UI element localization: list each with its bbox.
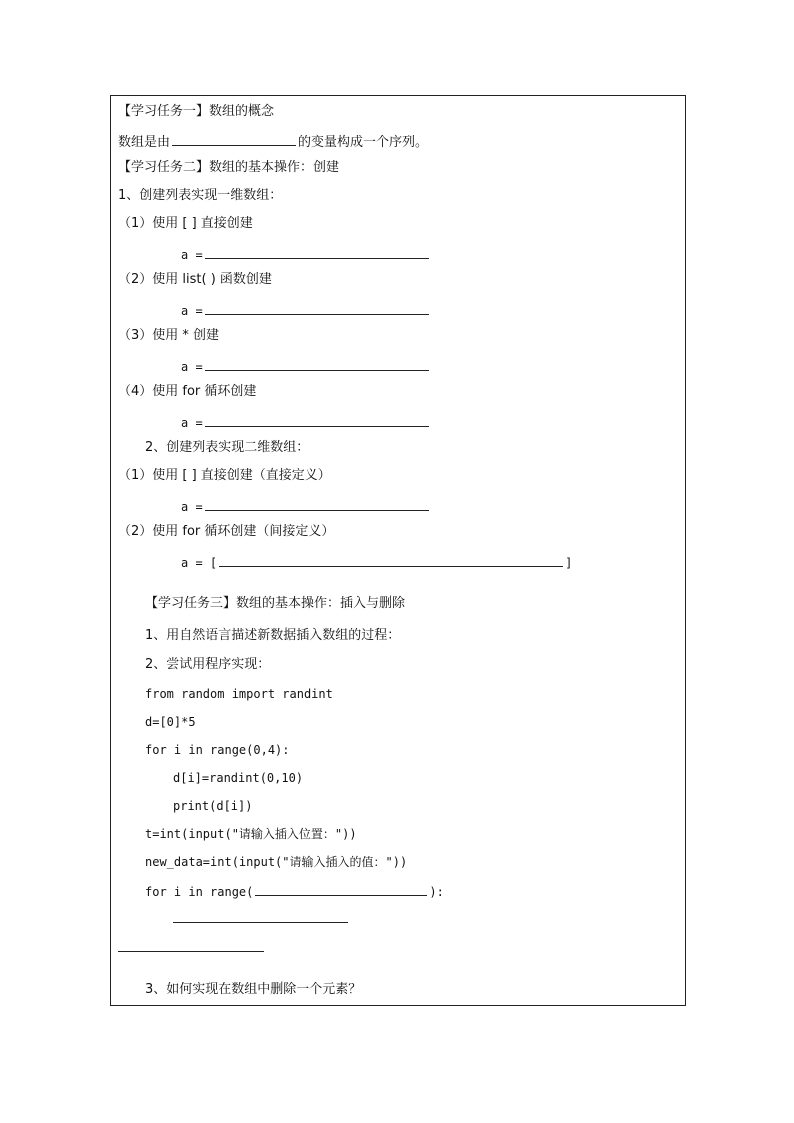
method2d2-blank[interactable] bbox=[219, 553, 563, 567]
method2d2-answer bbox=[181, 553, 572, 571]
code-for-line bbox=[145, 882, 444, 900]
for-range-blank[interactable] bbox=[255, 882, 427, 896]
task2-heading: 【学习任务二】数组的基本操作：创建 bbox=[118, 160, 340, 175]
task1-blank[interactable] bbox=[172, 132, 296, 146]
assign-prefix: a = bbox=[181, 360, 203, 374]
method2-blank[interactable] bbox=[205, 301, 429, 315]
task3-step2: 2、尝试用程序实现： bbox=[145, 657, 271, 672]
task3-step1: 1、用自然语言描述新数据插入数组的过程： bbox=[145, 628, 401, 643]
method3-label: （3）使用 * 创建 bbox=[118, 328, 220, 343]
method3-blank[interactable] bbox=[205, 357, 429, 371]
method2d2-label: （2）使用 for 循环创建（间接定义） bbox=[118, 524, 335, 539]
task3-step3: 3、如何实现在数组中删除一个元素？ bbox=[145, 982, 362, 997]
assign-prefix: a = bbox=[181, 500, 203, 514]
code-line: for i in range(0,4): bbox=[145, 743, 290, 757]
assign-prefix: a = bbox=[181, 304, 203, 318]
method1-blank[interactable] bbox=[205, 245, 429, 259]
code-line: d[i]=randint(0,10) bbox=[173, 771, 304, 785]
assign-prefix: a = bbox=[181, 416, 203, 430]
code-line: d=[0]*5 bbox=[145, 715, 196, 729]
assign-bracket-suffix: ] bbox=[565, 556, 573, 570]
assign-prefix: a = bbox=[181, 248, 203, 262]
loop-body-blank[interactable] bbox=[173, 922, 348, 923]
for-suffix: ): bbox=[429, 885, 444, 899]
code-line: t=int(input("请输入插入位置：")) bbox=[145, 827, 357, 841]
method4-blank[interactable] bbox=[205, 413, 429, 427]
code-line: from random import randint bbox=[145, 687, 333, 701]
task2-part2-title: 2、创建列表实现二维数组： bbox=[145, 440, 310, 455]
task1-fill-sentence bbox=[118, 132, 428, 151]
method2d1-blank[interactable] bbox=[205, 497, 429, 511]
task1-text-after: 的变量构成一个序列。 bbox=[298, 135, 429, 150]
code-line: print(d[i]) bbox=[173, 799, 253, 813]
task2-part1-title: 1、创建列表实现一维数组： bbox=[118, 188, 283, 203]
code-line: new_data=int(input("请输入插入的值：")) bbox=[145, 855, 408, 869]
method2d1-answer bbox=[181, 497, 431, 515]
method4-label: （4）使用 for 循环创建 bbox=[118, 384, 257, 399]
method2-answer bbox=[181, 301, 431, 319]
task3-heading: 【学习任务三】数组的基本操作：插入与删除 bbox=[145, 596, 406, 611]
method3-answer bbox=[181, 357, 431, 375]
loop-body-blank-2[interactable] bbox=[118, 951, 264, 952]
method2-label: （2）使用 list( ) 函数创建 bbox=[118, 272, 272, 287]
method4-answer bbox=[181, 413, 431, 431]
method1-answer bbox=[181, 245, 431, 263]
assign-bracket-prefix: a = [ bbox=[181, 556, 218, 570]
task1-heading: 【学习任务一】数组的概念 bbox=[118, 104, 275, 119]
method1-label: （1）使用 [ ] 直接创建 bbox=[118, 216, 253, 231]
method2d1-label: （1）使用 [ ] 直接创建（直接定义） bbox=[118, 468, 331, 483]
for-prefix: for i in range( bbox=[145, 885, 254, 899]
task1-text-before: 数组是由 bbox=[118, 135, 171, 150]
